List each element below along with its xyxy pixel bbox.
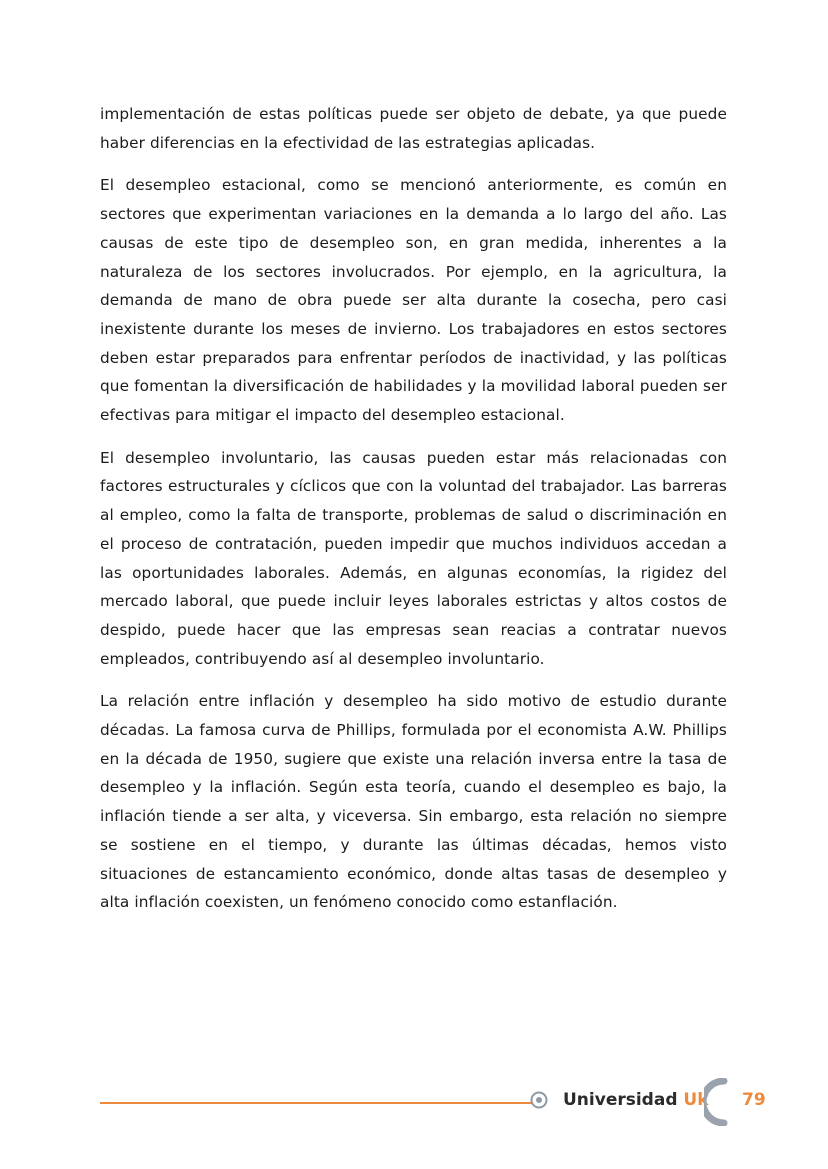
brand-accent: Uk	[683, 1090, 709, 1110]
paragraph-2: El desempleo estacional, como se mencionó anteriormente, es común en sectores que experimentan variaciones en la demanda a lo largo del año. Las causas de este tipo de desempleo son, en gran medida, inherentes a la naturaleza de los sectores involucrados. Por ejemplo, en la agricultura, la demanda de mano de obra puede ser alta durante la cosecha, pero casi inexistente durante los meses de invierno. Los trabajadores en estos sectores deben estar preparados para enfrentar períodos de inactividad, y las políticas que fomentan la diversificación de habilidades y la movilidad laboral pueden ser efectivas para mitigar el impacto del desempleo estacional.	[100, 176, 727, 425]
footer-divider-line	[100, 1102, 532, 1104]
page-body	[100, 100, 727, 931]
brand-name: Universidad	[563, 1090, 678, 1110]
bracket-decoration-icon	[704, 1078, 728, 1126]
target-circle-icon	[530, 1091, 548, 1109]
page-footer	[100, 1078, 780, 1126]
page-number: 79	[742, 1090, 766, 1110]
brand-logo	[563, 1090, 709, 1110]
paragraph-3: El desempleo involuntario, las causas pueden estar más relacionadas con factores estructurales y cíclicos que con la voluntad del trabajador. Las barreras al empleo, como la falta de transporte, problemas de salud o discriminación en el proceso de contratación, pueden impedir que muchos individuos accedan a las oportunidades laborales. Además, en algunas economías, la rigidez del mercado laboral, que puede incluir leyes laborales estrictas y altos costos de despido, puede hacer que las empresas sean reacias a contratar nuevos empleados, contribuyendo así al desempleo involuntario.	[100, 448, 727, 668]
paragraph-1: implementación de estas políticas puede ser objeto de debate, ya que puede haber diferencias en la efectividad de las estrategias aplicadas.	[100, 105, 727, 152]
paragraph-4: La relación entre inflación y desempleo ha sido motivo de estudio durante décadas. La famosa curva de Phillips, formulada por el economista A.W. Phillips en la década de 1950, sugiere que existe una relación inversa entre la tasa de desempleo y la inflación. Según esta teoría, cuando el desempleo es bajo, la inflación tiende a ser alta, y viceversa. Sin embargo, esta relación no siempre se sostiene en el tiempo, y durante las últimas décadas, hemos visto situaciones de estancamiento económico, donde altas tasas de desempleo y alta inflación coexisten, un fenómeno conocido como estanflación.	[100, 692, 727, 912]
